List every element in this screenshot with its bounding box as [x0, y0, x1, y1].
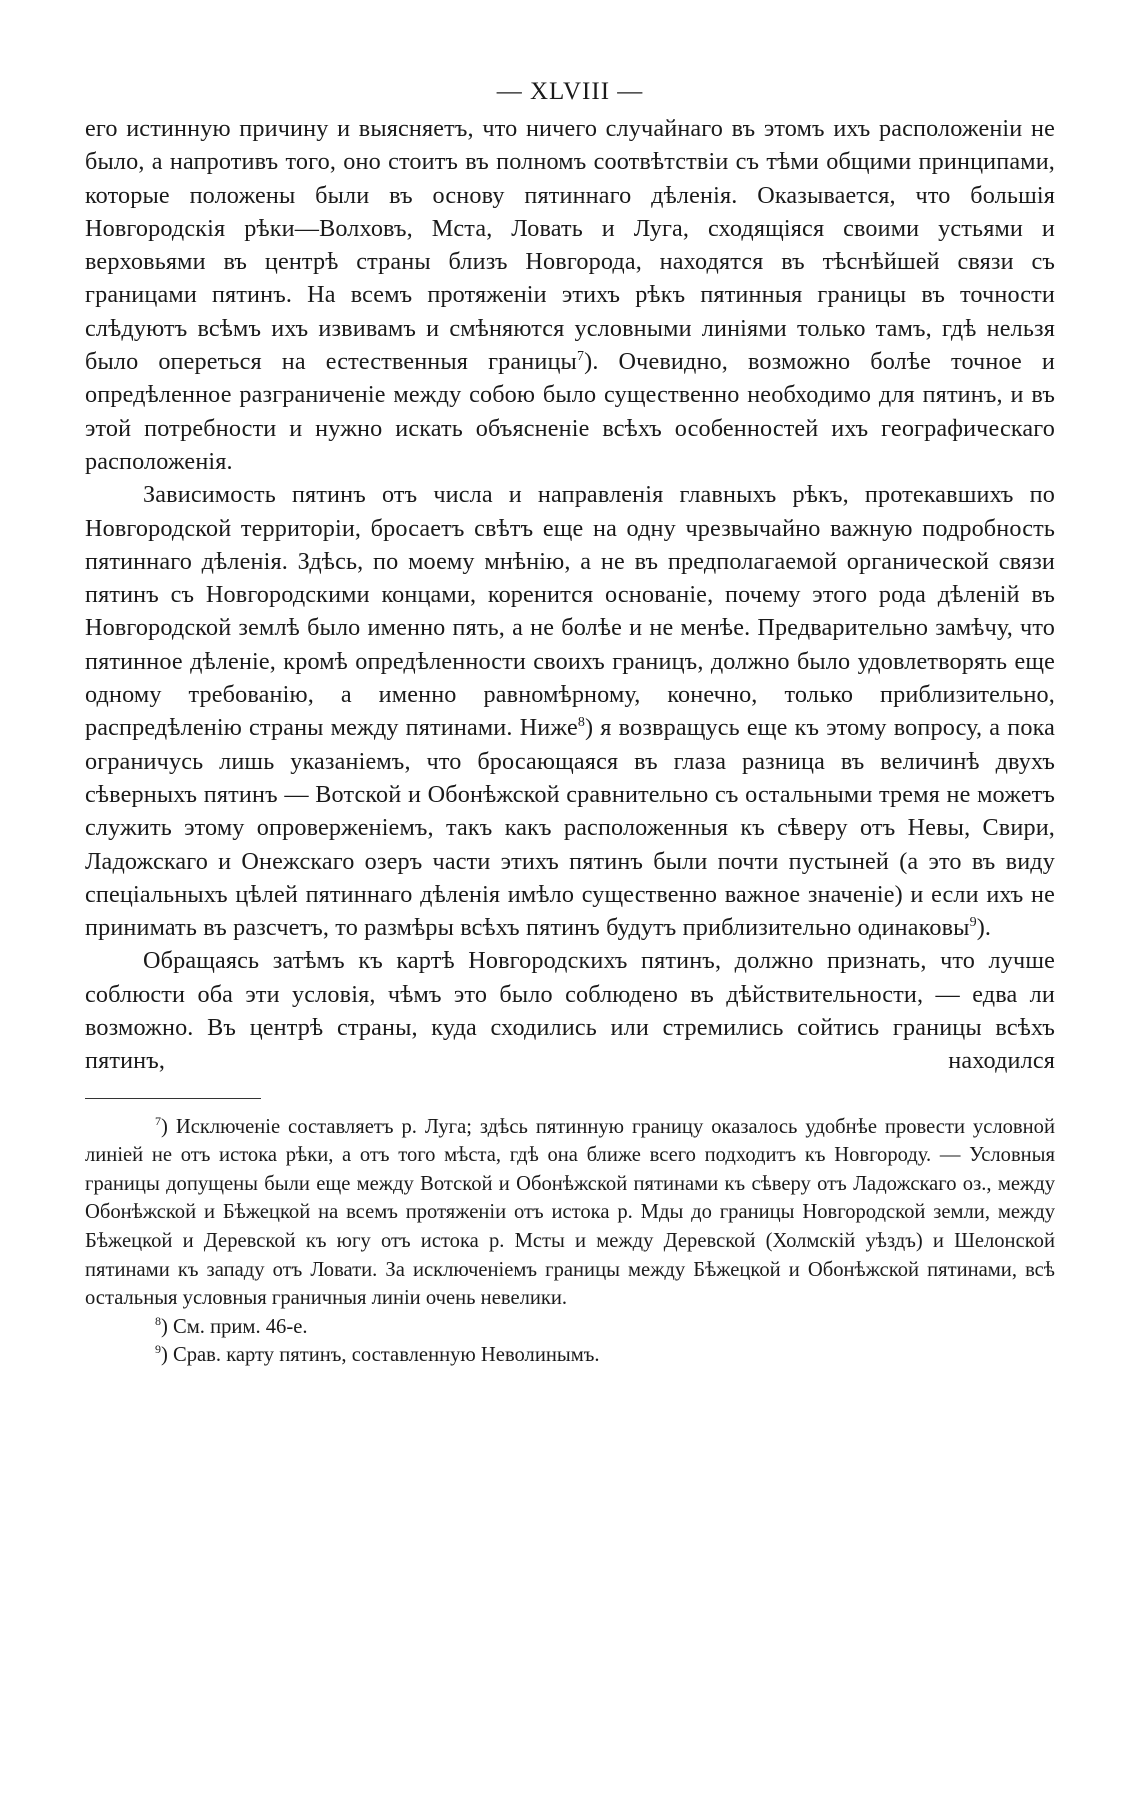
paragraph-2-text-c: ).	[976, 914, 992, 942]
footnote-ref-7[interactable]: 7	[576, 349, 585, 365]
paragraph-2-text-a: Зависимость пятинъ отъ числа и направленія главныхъ рѣкъ, протекавшихъ по Новгородской территоріи, бросаетъ свѣтъ еще на одну чрезвычайно важную подробность пятиннаго дѣленія. Здѣсь, по моему мнѣнію, а не въ предполагаемой органической связи пятинъ съ Новгородскими концами, коренится основаніе, почему этого рода дѣленій въ Новгородской землѣ было именно пять, а не болѣе и не менѣе. Предварительно замѣчу, что пятинное дѣленіе, кромѣ опредѣленности своихъ границъ, должно было удовлетворять еще одному требованію, а именно равномѣрному, конечно, только приблизительно, распредѣленію страны между пятинами. Ниже	[85, 481, 1055, 742]
footnote-text: ) Срав. карту пятинъ, составленную Неволинымъ.	[161, 1344, 600, 1367]
footnote-text: ) Исключеніе составляетъ р. Луга; здѣсь пятинную границу оказалось удобнѣе провести условной линіей не отъ истока рѣки, а отъ того мѣста, гдѣ она ближе всего подходитъ къ Новгороду. — Условныя границы допущены были еще между Вотской и Обонѣжской пятинами къ сѣверу отъ Ладожскаго оз., между Обонѣжской и Бѣжецкой на всемъ протяженіи отъ истока р. Мды до границы Новгородской земли, между Бѣжецкой и Деревской къ югу отъ истока р. Мсты и между Деревской (Холмскій уѣздъ) и Шелонской пятинами къ западу отъ Ловати. За исключеніемъ границы между Бѣжецкой и Обонѣжской пятинами, всѣ остальныя условныя граничныя линіи очень невелики.	[85, 1115, 1055, 1310]
paragraph-3	[85, 944, 1055, 1077]
footnote-7	[85, 1113, 1055, 1313]
footnote-mark: 8	[155, 1313, 161, 1328]
paragraph-2-text-b: ) я возвращусь еще къ этому вопросу, а пока ограничусь лишь указаніемъ, что бросающаяся въ глаза разница въ величинѣ двухъ сѣверныхъ пятинъ — Вотской и Обонѣжской сравнительно съ остальными тремя не можетъ служить этому опроверженіемъ, такъ какъ расположенныя къ сѣверу отъ Невы, Свири, Ладожскаго и Онежскаго озеръ части этихъ пятинъ были почти пустыней (а это въ виду спеціальныхъ цѣлей пятиннаго дѣленія имѣло существенно важное значеніе) и если ихъ не принимать въ разсчетъ, то размѣры всѣхъ пятинъ будутъ приблизительно одинаковы	[85, 714, 1056, 942]
paragraph-1-text-a: его истинную причину и выясняетъ, что ничего случайнаго въ этомъ ихъ расположеніи не было, а напротивъ того, оно стоитъ въ полномъ соотвѣтствіи съ тѣми общими принципами, которые положены были въ основу пятиннаго дѣленія. Оказывается, что большія Новгородскія рѣки—Волховъ, Мста, Ловать и Луга, сходящіяся своими устьями и верховьями въ центрѣ страны близъ Новгорода, находятся въ тѣснѣйшей связи съ границами пятинъ. На всемъ протяженіи этихъ рѣкъ пятинныя границы въ точности слѣдуютъ всѣмъ ихъ извивамъ и смѣняются условными линіями только тамъ, гдѣ нельзя было опереться на естественныя границы	[85, 115, 1055, 376]
page-number: — XLVIII —	[496, 78, 644, 105]
footnote-9	[85, 1341, 1055, 1370]
paragraph-2	[85, 478, 1055, 944]
footnote-text: ) См. прим. 46-е.	[161, 1315, 308, 1338]
paragraph-1-text-b: ). Очевидно, возможно болѣе точное и опредѣленное разграниченіе между собою было существенно необходимо для пятинъ, и въ этой потребности и нужно искать объясненіе всѣхъ особенностей ихъ географическаго расположенія.	[85, 348, 1055, 475]
footnote-mark: 7	[155, 1113, 161, 1128]
footnotes	[85, 1113, 1055, 1370]
footnote-ref-9[interactable]: 9	[969, 915, 977, 931]
paragraph-3-text: Обращаясь затѣмъ къ картѣ Новгородскихъ пятинъ, должно признать, что лучше соблюсти оба эти условія, чѣмъ это было соблюдено въ дѣйствительности, — едва ли возможно. Въ центрѣ страны, куда сходились или стремились сойтись границы всѣхъ пятинъ, находился	[85, 947, 1055, 1075]
footnote-mark: 9	[155, 1342, 161, 1357]
footnote-8	[85, 1313, 1055, 1342]
paragraph-1	[85, 112, 1055, 478]
footnote-ref-8[interactable]: 8	[577, 715, 585, 731]
main-text	[85, 112, 1055, 1078]
document-page	[85, 78, 1055, 1370]
footnote-divider	[85, 1098, 261, 1099]
